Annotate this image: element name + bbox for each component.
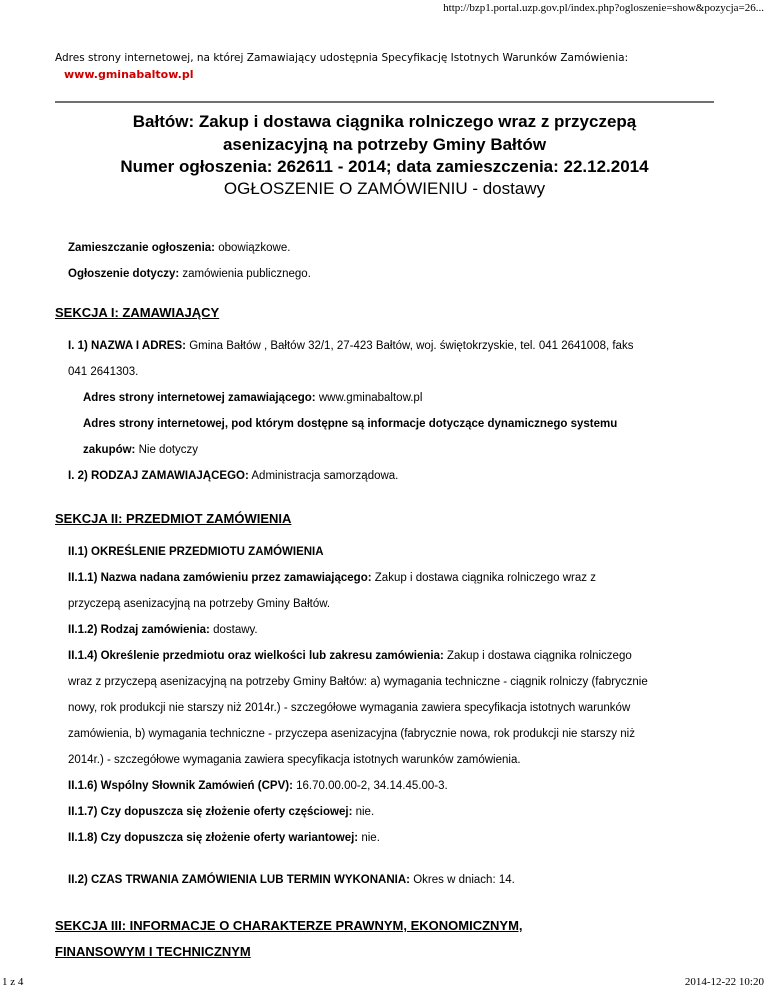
intro-row — [68, 235, 725, 261]
field-label: I. 1) NAZWA I ADRES: — [68, 340, 186, 352]
siwz-site-link[interactable]: www.gminabaltow.pl — [64, 68, 194, 81]
notice-body — [55, 235, 725, 975]
field-value: www.gminabaltow.pl — [318, 392, 423, 404]
field-value: Gmina Bałtów , Bałtów 32/1, 27-423 Bałtów, woj. świętokrzyskie, tel. 041 2641008, faks — [189, 340, 634, 352]
field-value: 041 2641303. — [68, 366, 139, 378]
field-value: Nie dotyczy — [138, 444, 199, 456]
dynamic-system-address — [83, 411, 725, 463]
field-label: II.2) CZAS TRWANIA ZAMÓWIENIA LUB TERMIN WYKONANIA: — [68, 874, 410, 886]
field-label: II.1) OKREŚLENIE PRZEDMIOTU ZAMÓWIENIA — [68, 546, 324, 558]
intro-label: Ogłoszenie dotyczy: — [68, 268, 180, 280]
section-3-heading-line: SEKCJA III: INFORMACJE O CHARAKTERZE PRAWNYM, EKONOMICZNYM, — [55, 918, 523, 933]
field-value: zamówienia, b) wymagania techniczne - przyczepa asenizacyjna (fabrycznie nowa, rok produkcji nie starszy niż — [68, 728, 635, 740]
contract-description — [68, 643, 725, 773]
contracting-authority-type — [68, 463, 725, 489]
siwz-site-label: Adres strony internetowej, na której Zamawiający udostępnia Specyfikację Istotnych Warunków Zamówienia: — [55, 52, 629, 64]
field-label: II.1.8) Czy dopuszcza się złożenie oferty wariantowej: — [68, 832, 359, 844]
section-2-heading: SEKCJA II: PRZEDMIOT ZAMÓWIENIA — [55, 511, 292, 526]
field-label: II.1.2) Rodzaj zamówienia: — [68, 624, 210, 636]
field-label: Adres strony internetowej zamawiającego: — [83, 392, 316, 404]
print-datetime: 2014-12-22 10:20 — [684, 976, 764, 988]
contract-kind — [68, 617, 725, 643]
field-value: 2014r.) - szczegółowe wymagania zawiera specyfikacja istotnych warunków zamówienia. — [68, 754, 521, 766]
section-3-heading-line: FINANSOWYM I TECHNICZNYM — [55, 944, 251, 959]
notice-heading — [55, 110, 714, 200]
section-1-heading: SEKCJA I: ZAMAWIAJĄCY — [55, 305, 220, 320]
field-value: nie. — [361, 832, 380, 844]
section-3-heading — [55, 913, 725, 965]
cpv-codes — [68, 773, 725, 799]
intro-label: Zamieszczanie ogłoszenia: — [68, 242, 215, 254]
subject-heading — [68, 539, 725, 565]
partial-offer — [68, 799, 725, 825]
notice-type: OGŁOSZENIE O ZAMÓWIENIU - dostawy — [223, 179, 546, 198]
notice-number: Numer ogłoszenia: 262611 - 2014; data zamieszczenia: 22.12.2014 — [120, 157, 649, 176]
header-divider — [55, 101, 714, 103]
siwz-site-block — [55, 52, 628, 81]
field-value: Administracja samorządowa. — [251, 470, 399, 482]
field-label: II.1.6) Wspólny Słownik Zamówień (CPV): — [68, 780, 293, 792]
intro-row — [68, 261, 725, 287]
field-value: nowy, rok produkcji nie starszy niż 2014r.) - szczegółowe wymagania zawiera specyfikacja istotnych warunków — [68, 702, 631, 714]
field-label: II.1.4) Określenie przedmiotu oraz wielkości lub zakresu zamówienia: — [68, 650, 444, 662]
contract-duration — [68, 867, 725, 893]
field-value: nie. — [355, 806, 375, 818]
field-label: Adres strony internetowej, pod którym dostępne są informacje dotyczące dynamicznego systemu — [83, 418, 618, 430]
field-label: II.1.1) Nazwa nadana zamówieniu przez zamawiającego: — [68, 572, 372, 584]
notice-title-cont: asenizacyjną na potrzeby Gminy Bałtów — [222, 135, 547, 154]
field-value: dostawy. — [213, 624, 258, 636]
field-value: Zakup i dostawa ciągnika rolniczego wraz z — [374, 572, 596, 584]
field-value: 16.70.00.00-2, 34.14.45.00-3. — [296, 780, 448, 792]
field-value: wraz z przyczepą asenizacyjną na potrzeby Gminy Bałtów: a) wymagania techniczne - ciągnik rolniczy (fabrycznie — [68, 676, 648, 688]
field-label: zakupów: — [83, 444, 136, 456]
variant-offer — [68, 825, 725, 851]
notice-title: Bałtów: Zakup i dostawa ciągnika rolniczego wraz z przyczepą — [132, 112, 637, 131]
intro-value: zamówienia publicznego. — [182, 268, 311, 280]
contracting-authority-address — [68, 333, 725, 385]
print-header-url: http://bzp1.portal.uzp.gov.pl/index.php?ogloszenie=show&pozycja=26... — [443, 2, 764, 14]
contract-name — [68, 565, 725, 617]
intro-value: obowiązkowe. — [218, 242, 291, 254]
contracting-authority-www — [83, 385, 725, 411]
field-value: Okres w dniach: 14. — [413, 874, 515, 886]
print-page-number: 1 z 4 — [2, 976, 24, 988]
field-value: przyczepą asenizacyjną na potrzeby Gminy Bałtów. — [68, 598, 331, 610]
field-label: I. 2) RODZAJ ZAMAWIAJĄCEGO: — [68, 470, 249, 482]
field-label: II.1.7) Czy dopuszcza się złożenie oferty częściowej: — [68, 806, 353, 818]
field-value: Zakup i dostawa ciągnika rolniczego — [447, 650, 632, 662]
